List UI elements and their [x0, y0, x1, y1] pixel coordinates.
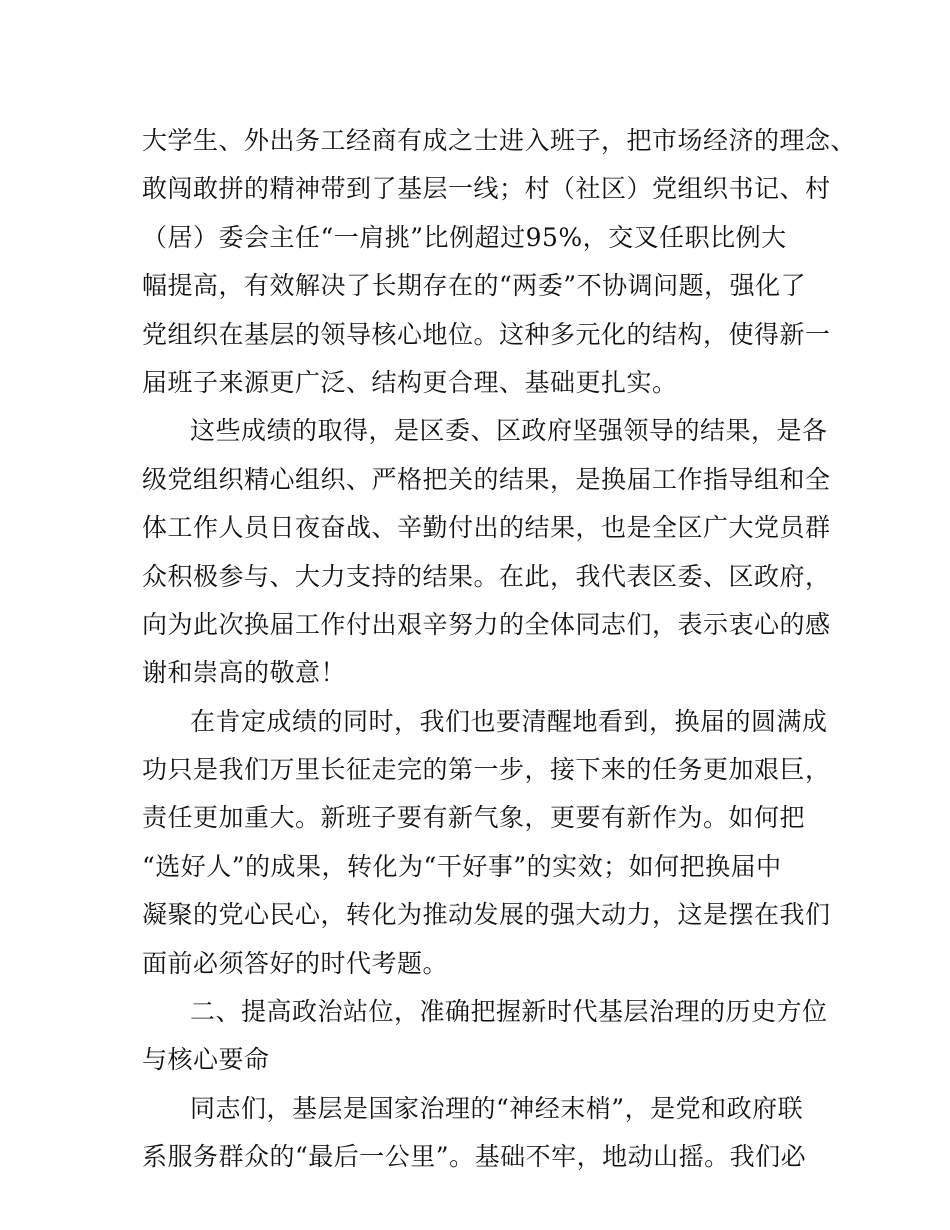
text-line: “选好人”的成果，转化为“干好事”的实效；如何把换届中	[142, 851, 782, 881]
text-line: 大学生、外出务工经商有成之士进入班子，把市场经济的理念、	[142, 126, 857, 155]
text-line: 功只是我们万里长征走完的第一步，接下来的任务更加艰巨，	[142, 755, 831, 785]
text-line: （居）委会主任“一肩挑”比例超过95%，交叉任职比例大	[142, 222, 787, 252]
heading-line: 二、提高政治站位，准确把握新时代基层治理的历史方位	[190, 997, 828, 1027]
text-line: 凝聚的党心民心，转化为推动发展的强大动力，这是摆在我们	[142, 900, 831, 930]
text-line: 同志们，基层是国家治理的“神经末梢”，是党和政府联	[190, 1093, 804, 1123]
paragraph-challenges	[142, 698, 831, 988]
text-line: 责任更加重大。新班子要有新气象，更要有新作为。如何把	[142, 803, 806, 833]
text-line: 幅提高，有效解决了长期存在的“两委”不协调问题，强化了	[142, 271, 807, 301]
text-line: 系服务群众的“最后一公里”。基础不牢，地动山摇。我们必	[142, 1142, 807, 1172]
text-line: 众积极参与、大力支持的结果。在此，我代表区委、区政府，	[142, 561, 831, 591]
text-line: 向为此次换届工作付出艰辛努力的全体同志们，表示衷心的感	[142, 609, 831, 639]
section-heading-two	[142, 988, 828, 1085]
text-line: 面前必须答好的时代考题。	[142, 948, 449, 978]
paragraph-grassroots	[142, 1085, 817, 1182]
paragraph-achievements	[142, 407, 831, 697]
text-line: 谢和崇高的敬意！	[142, 658, 347, 688]
body-text	[142, 117, 857, 1182]
text-line: 敢闯敢拼的精神带到了基层一线；村（社区）党组织书记、村	[142, 174, 831, 204]
text-line: 党组织在基层的领导核心地位。这种多元化的结构，使得新一	[142, 319, 831, 349]
text-line: 届班子来源更广泛、结构更合理、基础更扎实。	[142, 367, 678, 397]
paragraph-continuation	[142, 117, 857, 407]
text-line: 级党组织精心组织、严格把关的结果，是换届工作指导组和全	[142, 464, 831, 494]
heading-line: 与核心要命	[142, 1045, 270, 1075]
text-line: 体工作人员日夜奋战、辛勤付出的结果，也是全区广大党员群	[142, 513, 831, 543]
text-line: 在肯定成绩的同时，我们也要清醒地看到，换届的圆满成	[190, 706, 828, 736]
text-line: 这些成绩的取得，是区委、区政府坚强领导的结果，是各	[190, 416, 828, 446]
